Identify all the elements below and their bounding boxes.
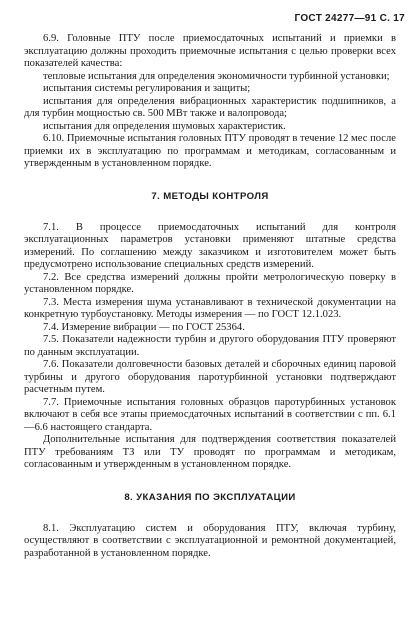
- paragraph-7-1: 7.1. В процессе приемосдаточных испытаний для контроля эксплуатационных параметров установки применяют штатные средства измерений. По соглашению между заказчиком и изготовителем может быть предусмотрено использование специальных средств измерений.: [24, 221, 396, 270]
- paragraph-7-3: 7.3. Места измерения шума устанавливают в технической документации на конкретную турбоустановку. Методы измерения — по ГОСТ 12.1.023.: [24, 296, 396, 320]
- paragraph-6-9-item-2: испытания системы регулирования и защиты;: [43, 83, 251, 94]
- document-body: [24, 33, 396, 560]
- paragraph-7-7-additional: Дополнительные испытания для подтверждения соответствия показателей ПТУ требованиям ТЗ или ТУ проводят по программам и методикам, согласованным и утвержденным в установленном порядке.: [24, 434, 396, 470]
- paragraph-7-6: 7.6. Показатели долговечности базовых деталей и сборочных единиц паровой турбины и другого оборудования паротурбинной установки подтверждают расчетным путем.: [24, 359, 396, 395]
- paragraph-6-9-item-1: тепловые испытания для определения экономичности турбинной установки;: [43, 70, 390, 82]
- paragraph-8-1: 8.1. Эксплуатацию систем и оборудования ПТУ, включая турбину, осуществляют в соответствии с эксплуатационной и ремонтной документацией, разработанной в установленном порядке.: [24, 522, 396, 559]
- paragraph-7-5: 7.5. Показатели надежности турбин и другого оборудования ПТУ проверяют по данным эксплуатации.: [24, 334, 396, 358]
- paragraph-6-9: 6.9. Головные ПТУ после приемосдаточных испытаний и приемки в эксплуатацию должны проходить приемочные испытания с целью проверки всех показателей качества:: [24, 33, 396, 69]
- paragraph-6-9-item-4: испытания для определения шумовых характеристик.: [43, 120, 286, 132]
- paragraph-7-2: 7.2. Все средства измерений должны пройти метрологическую поверку в установленном порядке.: [24, 271, 396, 295]
- paragraph-7-4: 7.4. Измерение вибрации — по ГОСТ 25364.: [43, 321, 245, 333]
- paragraph-7-7: 7.7. Приемочные испытания головных образцов паротурбинных установок включают в себя все этапы приемосдаточных испытаний в соответствии с пп. 6.1—6.6 настоящего стандарта.: [24, 396, 396, 433]
- section-7-heading: 7. МЕТОДЫ КОНТРОЛЯ: [151, 190, 269, 202]
- paragraph-6-9-item-3: испытания для определения вибрационных характеристик подшипников, а для турбин мощностью св. 500 МВт также и валопровода;: [24, 95, 396, 119]
- paragraph-6-10: 6.10. Приемочные испытания головных ПТУ проводят в течение 12 мес после приемки их в эксплуатацию по программам и методикам, согласованным и утвержденным в установленном порядке.: [24, 133, 396, 169]
- page-header: ГОСТ 24277—91 С. 17: [294, 13, 405, 24]
- section-8-heading: 8. УКАЗАНИЯ ПО ЭКСПЛУАТАЦИИ: [124, 491, 296, 503]
